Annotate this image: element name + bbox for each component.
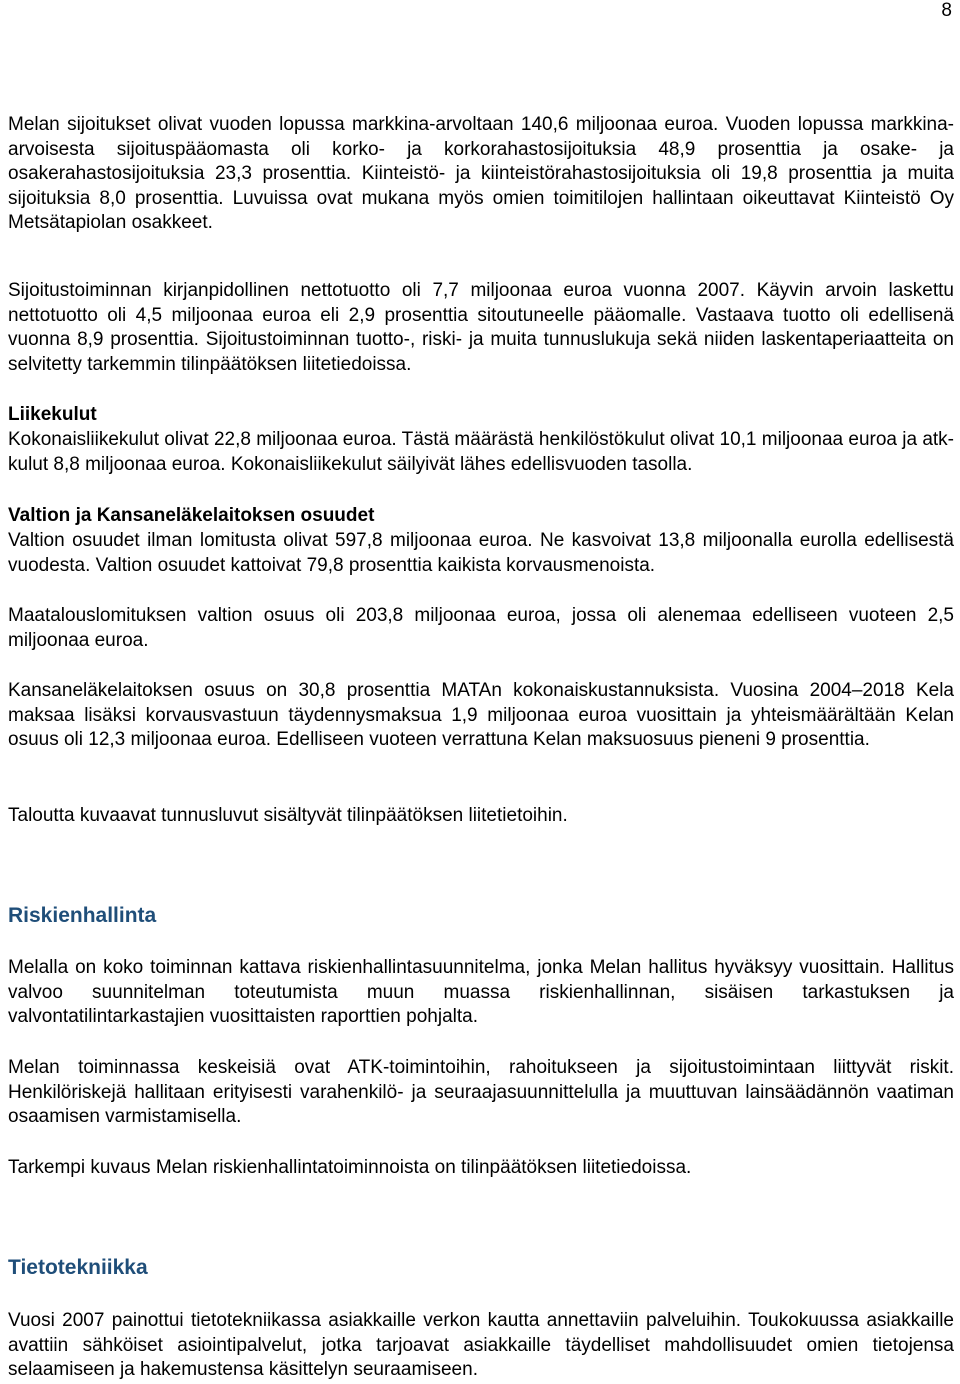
paragraph-risk-details: Tarkempi kuvaus Melan riskienhallintatoiminnoista on tilinpäätöksen liitetiedoissa. [8, 1157, 692, 1178]
paragraph-key-figures: Taloutta kuvaavat tunnusluvut sisältyvät tilinpäätöksen liitetietoihin. [8, 805, 568, 826]
heading-liikekulut: Liikekulut [8, 404, 97, 425]
paragraph-farm-relief: Maatalouslomituksen valtion osuus oli 203,8 miljoonaa euroa, jossa oli alenemaa edelliseen vuoteen 2,5 miljoonaa euroa. [8, 605, 954, 651]
paragraph-investments: Melan sijoitukset olivat vuoden lopussa markkina-arvoltaan 140,6 miljoonaa euroa. Vuoden lopussa markkina-arvoisesta sijoituspääomasta oli korko- ja korkorahastosijoituksia 48,9 prosenttia ja osake- ja osakerahastosijoituksia 23,3 prosenttia. Kiinteistö- ja kiinteistörahastosijoituksia oli 19,8 prosenttia ja muita sijoituksia 8,0 prosenttia. Luvuissa ovat mukana myös omien toimitilojen hallintaan oikeuttavat Kiinteistö Oy Metsätapiolan osakkeet. [8, 114, 954, 233]
section-title-tietotekniikka: Tietotekniikka [8, 1256, 148, 1279]
paragraph-it-services: Vuosi 2007 painottui tietotekniikassa asiakkaille verkon kautta annettaviin palveluihin. Toukokuussa asiakkaille avattiin sähköiset asiointipalvelut, jotka tarjoavat asiakkaille täydelliset mahdollisuudet omien tietojensa selaamiseen ja hakemustensa käsittelyn seuraamiseen. [8, 1310, 954, 1380]
paragraph-risk-areas: Melan toiminnassa keskeisiä ovat ATK-toimintoihin, rahoitukseen ja sijoitustoimintaan liittyvät riskit. Henkilöriskejä hallitaan erityisesti varahenkilö- ja seuraajasuunnittelulla ja muuttuvan lainsäädännön vaatiman osaamisen varmistamisella. [8, 1057, 954, 1127]
paragraph-risk-plan: Melalla on koko toiminnan kattava riskienhallintasuunnitelma, jonka Melan hallitus hyväksyy vuosittain. Hallitus valvoo suunnitelman toteutumista muun muassa riskienhallinnan, sisäisen tarkastuksen ja valvontatilintarkastajien vuosittaisten raporttien pohjalta. [8, 957, 954, 1027]
heading-valtion-osuudet: Valtion ja Kansaneläkelaitoksen osuudet [8, 505, 375, 526]
paragraph-operating-expenses: Kokonaisliikekulut olivat 22,8 miljoonaa euroa. Tästä määrästä henkilöstökulut olivat 10,1 miljoonaa euroa ja atk-kulut 8,8 miljoonaa euroa. Kokonaisliikekulut säilyivät lähes edellisvuoden tasolla. [8, 429, 954, 475]
paragraph-investment-returns: Sijoitustoiminnan kirjanpidollinen nettotuotto oli 7,7 miljoonaa euroa vuonna 2007. Käyvin arvoin laskettu nettotuotto oli 4,5 miljoonaa euroa eli 2,9 prosenttia sitoutuneelle pääomalle. Vastaava tuotto oli edellisenä vuonna 8,9 prosenttia. Sijoitustoiminnan tuotto-, riski- ja muita tunnuslukuja sekä niiden laskentaperiaatteita on selvitetty tarkemmin tilinpäätöksen liitetiedoissa. [8, 280, 954, 375]
paragraph-state-shares: Valtion osuudet ilman lomitusta olivat 597,8 miljoonaa euroa. Ne kasvoivat 13,8 miljoonalla eurolla edellisestä vuodesta. Valtion osuudet kattoivat 79,8 prosenttia kaikista korvausmenoista. [8, 530, 954, 576]
paragraph-kela-share: Kansaneläkelaitoksen osuus on 30,8 prosenttia MATAn kokonaiskustannuksista. Vuosina 2004–2018 Kela maksaa lisäksi korvausvastuun täydennysmaksua 1,9 miljoonaa euroa vuosittain ja yhteismäärältään Kelan osuus oli 12,3 miljoonaa euroa. Edelliseen vuoteen verrattuna Kelan maksuosuus pieneni 9 prosenttia. [8, 680, 954, 750]
section-title-riskienhallinta: Riskienhallinta [8, 904, 157, 927]
page-number: 8 [941, 0, 952, 21]
